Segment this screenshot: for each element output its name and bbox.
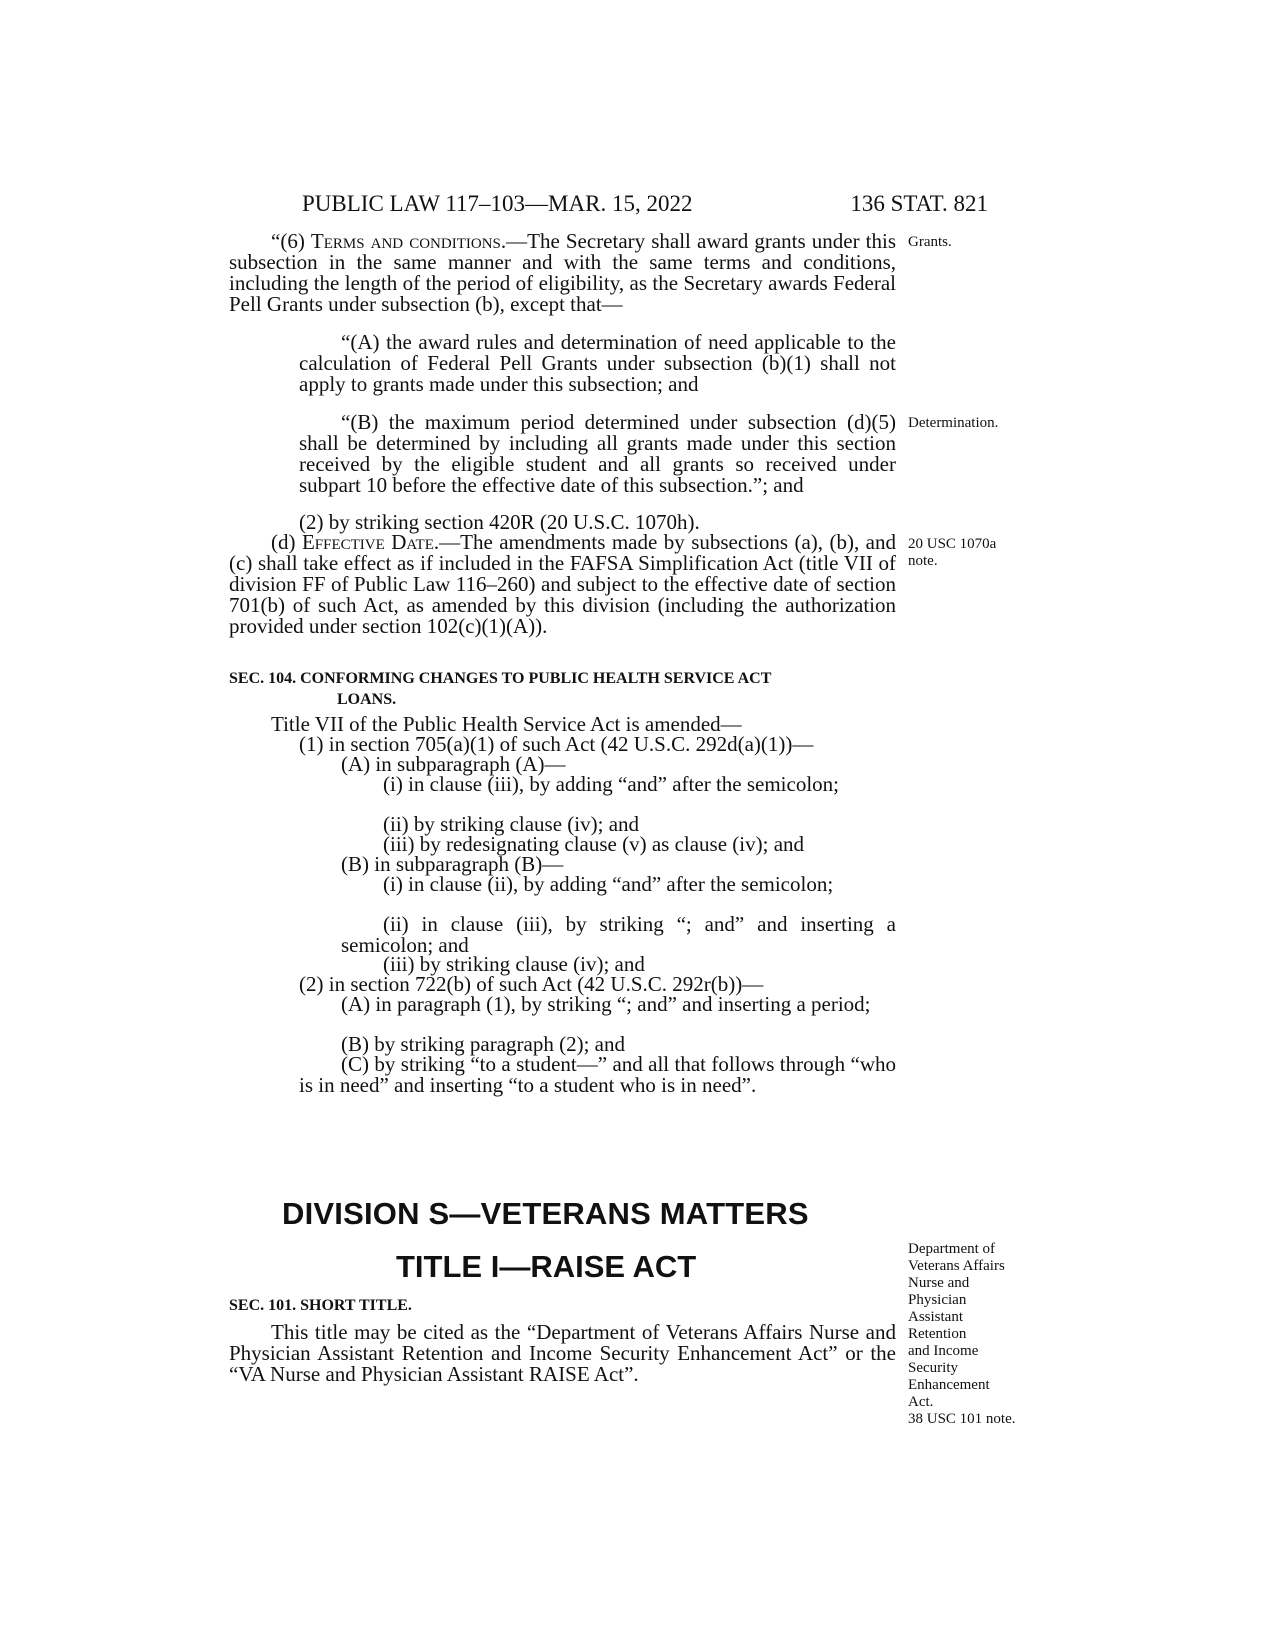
paragraph-6-heading: Terms and conditions [310, 229, 501, 253]
section-104-item-2c: (C) by striking “to a student—” and all that follows through “who is in need” and inserting “to a student who is in need”. [299, 1052, 896, 1097]
page-number: 136 STAT. 821 [850, 191, 988, 216]
paragraph-2: (2) by striking section 420R (20 U.S.C. 1070h). [299, 510, 700, 534]
section-104-item-1a-ii: (ii) by striking clause (iv); and [383, 812, 640, 836]
running-header-left: PUBLIC LAW 117–103—MAR. 15, 2022 [302, 191, 693, 216]
section-101-text: This title may be cited as the “Department of Veterans Affairs Nurse and Physician Assistant Retention and Income Security Enhancement Act” or the “VA Nurse and Physician Assistant RAISE Act”. [229, 1320, 896, 1386]
section-104-item-1b: (B) in subparagraph (B)— [341, 852, 564, 876]
subparagraph-b: “(B) the maximum period determined under subsection (d)(5) shall be determined by including all grants made under this section received by the eligible student and all grants so received under subpart 10 before the effective date of this subsection.”; and [299, 410, 896, 497]
effective-date-heading: Effective Date [301, 530, 434, 554]
section-104-intro: Title VII of the Public Health Service Act is amended— [271, 712, 742, 736]
margin-note-determination: Determination. [908, 415, 999, 431]
section-104-item-1b-iii: (iii) by striking clause (iv); and [383, 952, 645, 976]
division-title: DIVISION S—VETERANS MATTERS [282, 1196, 809, 1231]
margin-note-usc-1070a: 20 USC 1070a note. [908, 536, 997, 569]
section-103-continuation [229, 231, 896, 315]
section-104-item-1a-iii: (iii) by redesignating clause (v) as clause (iv); and [383, 832, 805, 856]
section-104-item-1a-i: (i) in clause (iii), by adding “and” after the semicolon; [383, 772, 840, 796]
section-104-item-1b-ii: (ii) in clause (iii), by striking “; and” and inserting a semicolon; and [341, 912, 896, 957]
section-104-item-1b-i: (i) in clause (ii), by adding “and” after the semicolon; [383, 872, 834, 896]
section-104-item-2b: (B) by striking paragraph (2); and [341, 1032, 626, 1056]
section-104-item-2a: (A) in paragraph (1), by striking “; and” and inserting a period; [341, 992, 871, 1016]
section-101-heading: SEC. 101. SHORT TITLE. [229, 1297, 412, 1314]
subparagraph-a: “(A) the award rules and determination of need applicable to the calculation of Federal Pell Grants under subsection (b)(1) shall not apply to grants made under this subsection; and [299, 330, 896, 396]
title-heading: TITLE I—RAISE ACT [396, 1249, 697, 1284]
paragraph-6: “(6) Terms and conditions.—The Secretary shall award grants under this subsection in the same manner and with the same terms and conditions, including the length of the period of eligibility, as the Secretary awards Federal Pell Grants under subsection (b), except that— [229, 229, 896, 316]
section-104-item-2: (2) in section 722(b) of such Act (42 U.S.C. 292r(b))— [299, 972, 764, 996]
subsection-d-effective-date: (d) Effective Date.—The amendments made by subsections (a), (b), and (c) shall take effect as if included in the FAFSA Simplification Act (title VII of division FF of Public Law 116–260) and subject to the effective date of section 701(b) of such Act, as amended by this division (including the authorization provided under section 102(c)(1)(A)). [229, 530, 896, 638]
section-104-item-1a: (A) in subparagraph (A)— [341, 752, 566, 776]
margin-note-raise-act: Department of Veterans Affairs Nurse and Physician Assistant Retention and Income Security Enhancement Act. 38 USC 101 note. [908, 1241, 1016, 1427]
margin-note-grants: Grants. [908, 234, 952, 250]
section-104-heading: SEC. 104. CONFORMING CHANGES TO PUBLIC HEALTH SERVICE ACT LOANS. [229, 670, 772, 708]
section-104-item-1: (1) in section 705(a)(1) of such Act (42 U.S.C. 292d(a)(1))— [299, 732, 814, 756]
